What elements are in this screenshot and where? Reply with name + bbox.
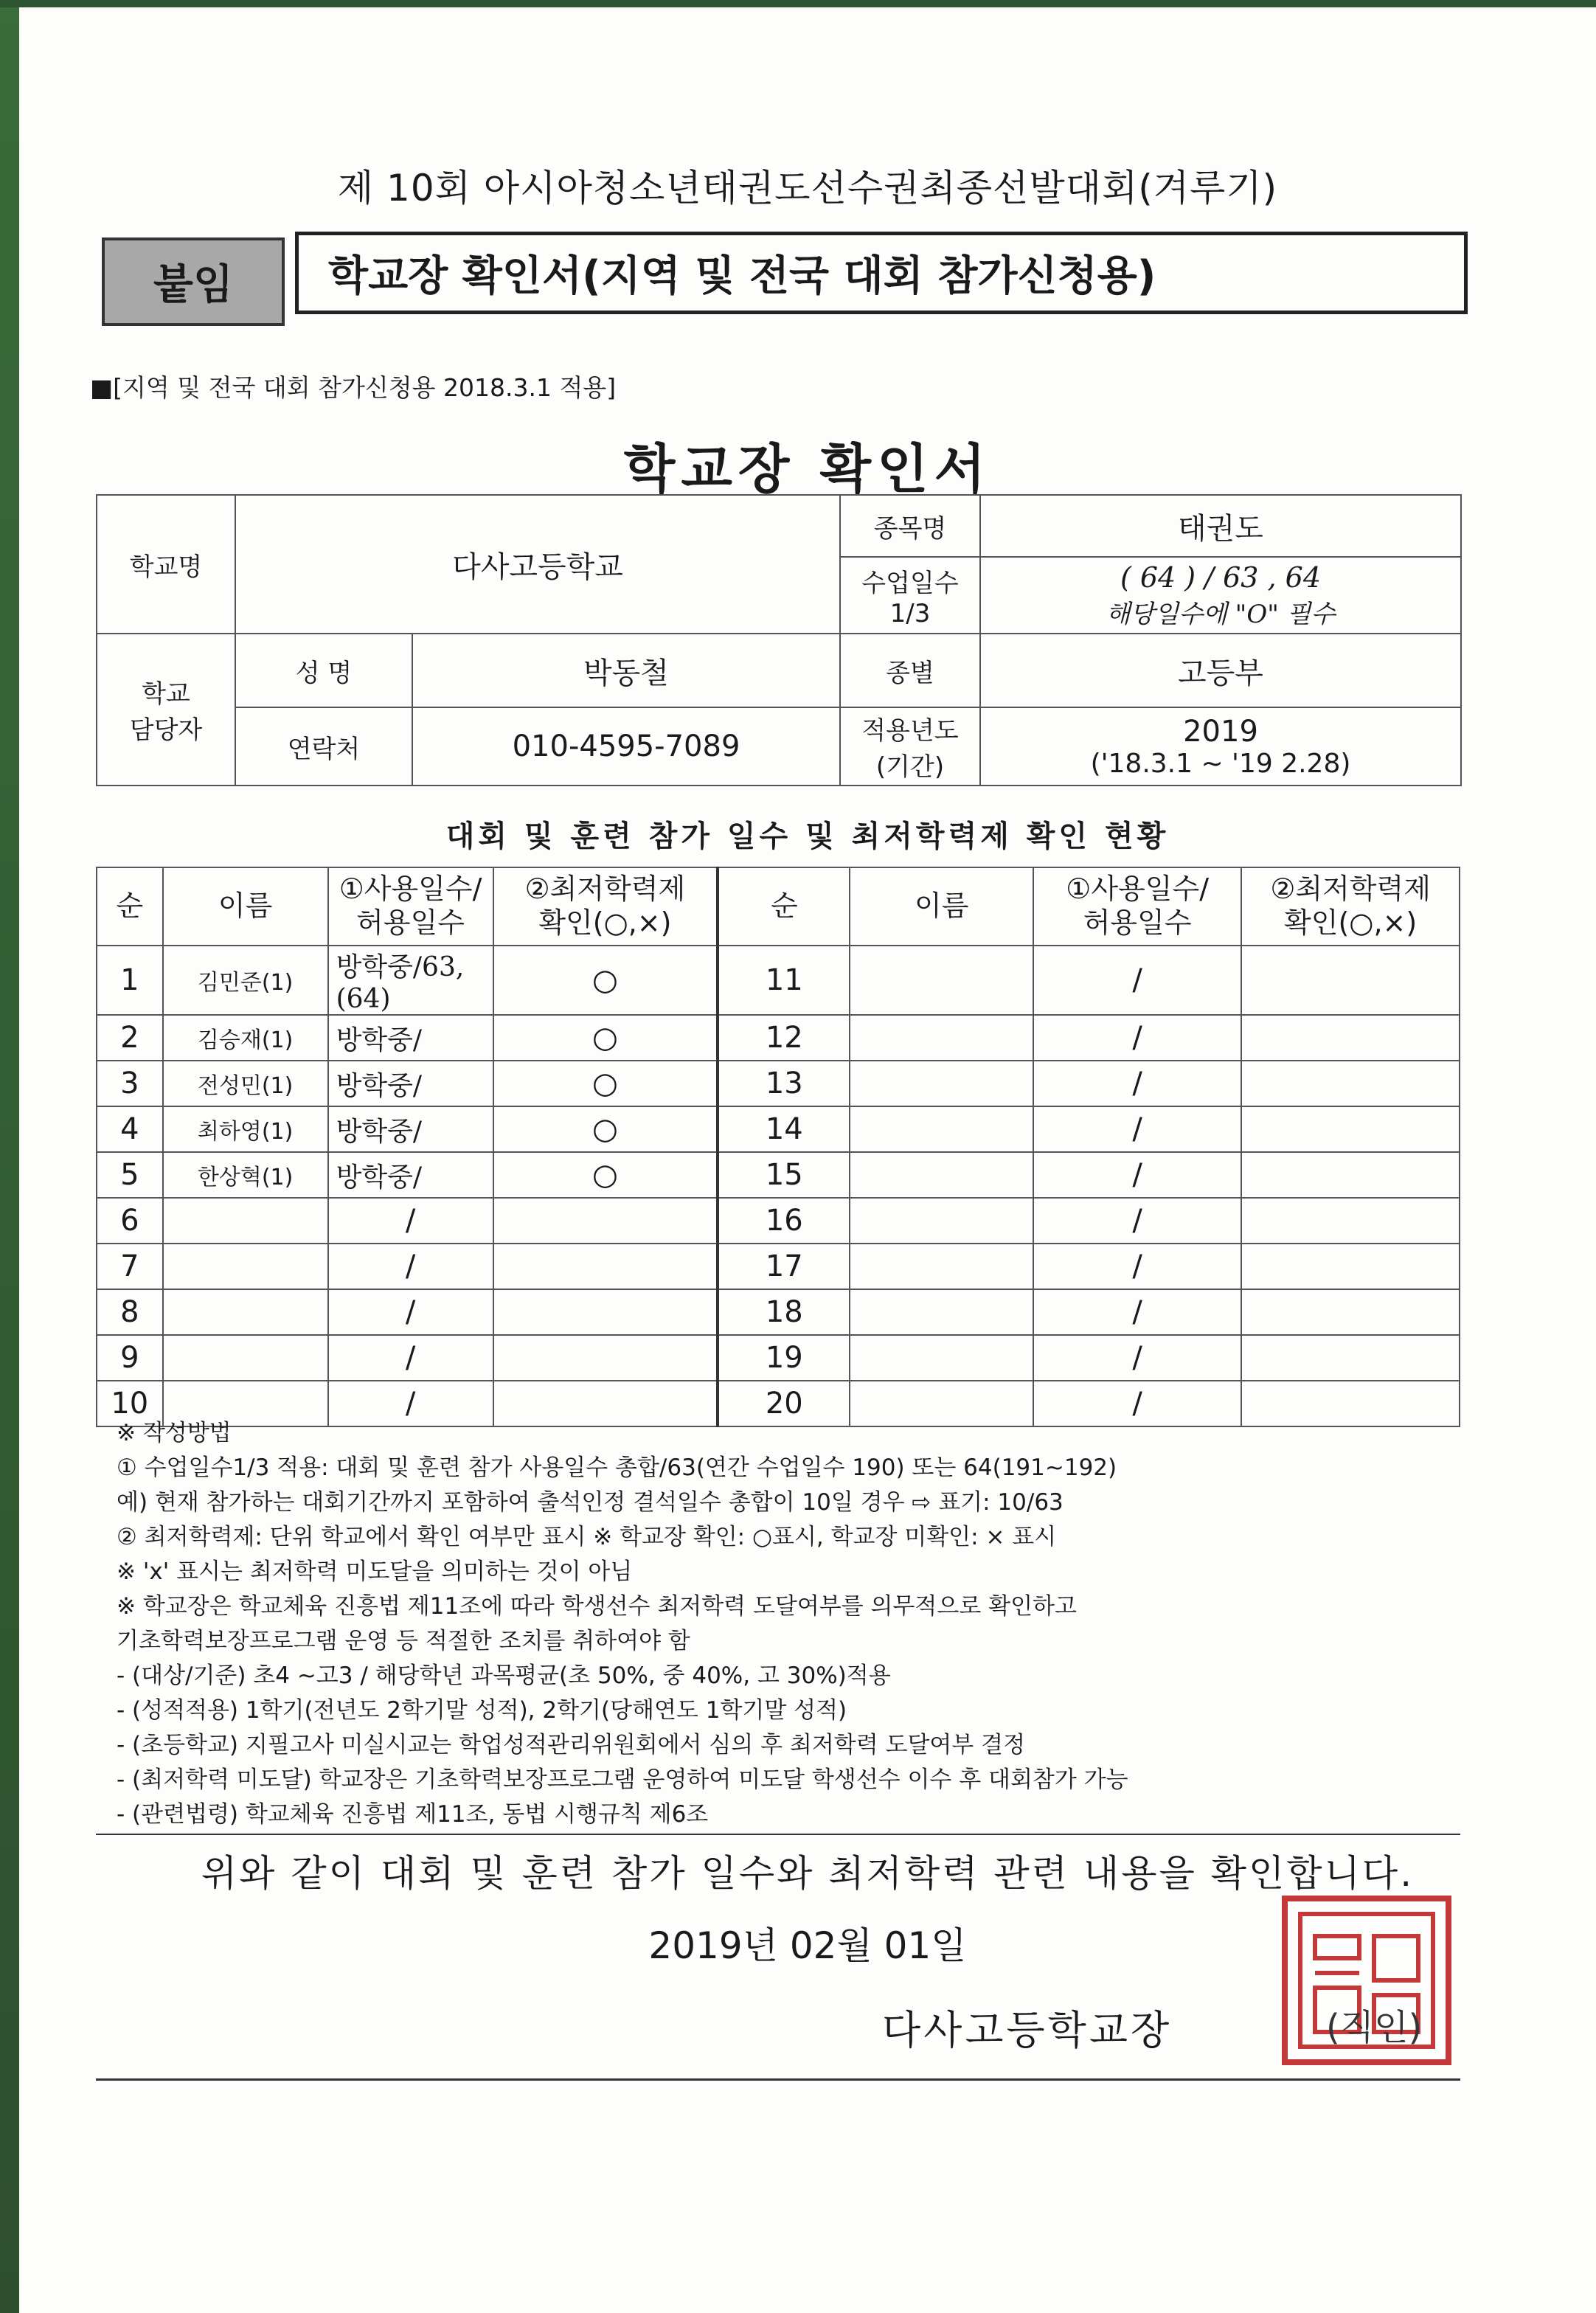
- row-days: /: [328, 1381, 493, 1426]
- row-check: ○: [493, 1015, 718, 1061]
- document-page: [19, 7, 1596, 2313]
- phone-value: 010-4595-7089: [412, 707, 840, 786]
- name-value: 박동철: [412, 634, 840, 707]
- row-name: 김민준(1): [163, 946, 328, 1015]
- row-name-right: [850, 1335, 1033, 1381]
- school-name: 다사고등학교: [235, 495, 840, 634]
- year-value: [980, 707, 1461, 786]
- name-label: 성 명: [235, 634, 412, 707]
- contact-person-line2: 담당자: [129, 715, 203, 745]
- row-no-right: 20: [718, 1381, 850, 1426]
- info-table: [96, 494, 1462, 786]
- row-name-right: [850, 1152, 1033, 1198]
- row-days: 방학중/: [328, 1152, 493, 1198]
- row-name-right: [850, 946, 1033, 1015]
- row-no-right: 11: [718, 946, 850, 1015]
- header-academic-right-line1: ②최저학력제: [1270, 873, 1431, 906]
- note-line: ※ 'x' 표시는 최저학력 미도달을 의미하는 것이 아님: [117, 1558, 633, 1585]
- row-name: [163, 1198, 328, 1244]
- section-title: 대회 및 훈련 참가 일수 및 최저학력제 확인 현황: [445, 819, 1170, 853]
- principal-name: 다사고등학교장: [882, 2007, 1173, 2053]
- row-no-right: 12: [718, 1015, 850, 1061]
- row-days: /: [328, 1335, 493, 1381]
- row-days-right: /: [1033, 1106, 1241, 1152]
- header-academic-line1: ②최저학력제: [524, 873, 686, 906]
- row-check: ○: [493, 946, 718, 1015]
- row-name-right: [850, 1106, 1033, 1152]
- note-line: ② 최저학력제: 단위 학교에서 확인 여부만 표시 ※ 학교장 확인: ○표시, 학교장 미확인: × 표시: [117, 1524, 1057, 1550]
- header-days-line2: 허용일수: [356, 906, 465, 939]
- row-no-right: 17: [718, 1244, 850, 1289]
- header-days: [328, 867, 493, 946]
- row-days: 방학중/: [328, 1015, 493, 1061]
- divider-line: [96, 1834, 1460, 1835]
- header-academic-right-line2: 확인(○,×): [1284, 906, 1418, 939]
- days-label: [840, 557, 980, 634]
- main-title: 학교장 확인서: [623, 438, 992, 500]
- row-no: 9: [97, 1335, 163, 1381]
- scan-edge-top: [0, 0, 1596, 7]
- row-no-right: 14: [718, 1106, 850, 1152]
- row-check-right: [1241, 1244, 1460, 1289]
- category-label: 종별: [840, 634, 980, 707]
- row-days-right: /: [1033, 1152, 1241, 1198]
- row-no-right: 19: [718, 1335, 850, 1381]
- row-no-right: 18: [718, 1289, 850, 1335]
- note-line: 예) 현재 참가하는 대회기간까지 포함하여 출석인정 결석일수 총합이 10일 경우 ⇨ 표기: 10/63: [117, 1489, 1064, 1516]
- note-line: - (관련법령) 학교체육 진흥법 제11조, 동법 시행규칙 제6조: [117, 1801, 709, 1828]
- notice-line: ■[지역 및 전국 대회 참가신청용 2018.3.1 적용]: [90, 373, 617, 402]
- header-no: 순: [97, 867, 163, 946]
- row-no-right: 13: [718, 1061, 850, 1106]
- end-divider: [96, 2078, 1460, 2081]
- days-value: [980, 557, 1461, 634]
- event-title: 제 10회 아시아청소년태권도선수권최종선발대회(겨루기): [337, 167, 1278, 209]
- roster-row: [97, 1198, 1460, 1244]
- row-check-right: [1241, 1061, 1460, 1106]
- note-line: - (초등학교) 지필고사 미실시교는 학업성적관리위원회에서 심의 후 최저학력 도달여부 결정: [117, 1732, 1026, 1758]
- row-no-right: 15: [718, 1152, 850, 1198]
- row-days: /: [328, 1198, 493, 1244]
- header-days-right-line1: ①사용일수/: [1066, 873, 1209, 906]
- header-academic-line2: 확인(○,×): [538, 906, 672, 939]
- note-line: ① 수업일수1/3 적용: 대회 및 훈련 참가 사용일수 총합/63(연간 수업일수 190) 또는 64(191~192): [117, 1454, 1117, 1481]
- scan-edge-left: [0, 0, 19, 2313]
- days-label-line1: 수업일수: [861, 568, 959, 598]
- row-name-right: [850, 1289, 1033, 1335]
- header-name: 이름: [163, 867, 328, 946]
- row-name: 최하영(1): [163, 1106, 328, 1152]
- row-check: [493, 1244, 718, 1289]
- row-days-right: /: [1033, 1061, 1241, 1106]
- roster-row: [97, 1335, 1460, 1381]
- row-days: 방학중/: [328, 1106, 493, 1152]
- contact-person-line1: 학교: [142, 679, 190, 709]
- row-days-right: /: [1033, 1015, 1241, 1061]
- roster-body: [97, 946, 1460, 1426]
- row-name: 김승재(1): [163, 1015, 328, 1061]
- row-name-right: [850, 1061, 1033, 1106]
- row-check: [493, 1289, 718, 1335]
- header-name-right: 이름: [850, 867, 1033, 946]
- year-value-line2: ('18.3.1 ~ '19 2.28): [1090, 748, 1351, 779]
- row-check: ○: [493, 1106, 718, 1152]
- row-check: ○: [493, 1152, 718, 1198]
- seal-note: (직인): [1326, 2007, 1423, 2048]
- row-days-right: /: [1033, 1381, 1241, 1426]
- row-days: 방학중/63,(64): [328, 946, 493, 1015]
- roster-row: [97, 1289, 1460, 1335]
- sport-value: 태권도: [980, 495, 1461, 557]
- note-line: - (최저학력 미도달) 학교장은 기초학력보장프로그램 운영하여 미도달 학생선수 이수 후 대회참가 가능: [117, 1766, 1128, 1793]
- row-days: /: [328, 1244, 493, 1289]
- note-line: 기초학력보장프로그램 운영 등 적절한 조치를 취하여야 함: [117, 1628, 690, 1654]
- days-label-line2: 1/3: [889, 598, 931, 628]
- roster-row: [97, 1061, 1460, 1106]
- row-name: [163, 1244, 328, 1289]
- year-label-line2: (기간): [875, 752, 945, 782]
- row-check-right: [1241, 1152, 1460, 1198]
- row-name-right: [850, 1198, 1033, 1244]
- row-check-right: [1241, 1015, 1460, 1061]
- row-check: ○: [493, 1061, 718, 1106]
- school-label: 학교명: [97, 495, 235, 634]
- roster-row: [97, 946, 1460, 1015]
- roster-row: [97, 1106, 1460, 1152]
- header-no-right: 순: [718, 867, 850, 946]
- roster-row: [97, 1152, 1460, 1198]
- row-name: [163, 1335, 328, 1381]
- row-no: 10: [97, 1381, 163, 1426]
- header-academic-right: [1241, 867, 1460, 946]
- box-title: 학교장 확인서(지역 및 전국 대회 참가신청용): [295, 232, 1468, 314]
- row-no: 3: [97, 1061, 163, 1106]
- contact-person-label: [97, 634, 235, 786]
- year-label-line1: 적용년도: [861, 716, 959, 746]
- row-check-right: [1241, 1335, 1460, 1381]
- year-value-line1: 2019: [1183, 714, 1258, 749]
- days-value-line1: ( 64 ) / 63 , 64: [1120, 561, 1322, 594]
- header-days-right-line2: 허용일수: [1083, 906, 1192, 939]
- year-label: [840, 707, 980, 786]
- days-value-line2: 해당일수에 "O" 필수: [1106, 599, 1336, 629]
- note-line: - (성적적용) 1학기(전년도 2학기말 성적), 2학기(당해연도 1학기말 성적): [117, 1697, 847, 1724]
- row-check: [493, 1335, 718, 1381]
- note-line: ※ 작성방법: [117, 1420, 232, 1446]
- row-name: 전성민(1): [163, 1061, 328, 1106]
- row-check-right: [1241, 1198, 1460, 1244]
- note-line: - (대상/기준) 초4 ~고3 / 해당학년 과목평균(초 50%, 중 40%, 고 30%)적용: [117, 1662, 891, 1689]
- row-check-right: [1241, 1106, 1460, 1152]
- row-days-right: /: [1033, 946, 1241, 1015]
- writing-instructions: [117, 1416, 1474, 1832]
- row-days-right: /: [1033, 1198, 1241, 1244]
- row-name: 한상혁(1): [163, 1152, 328, 1198]
- roster-row: [97, 1244, 1460, 1289]
- row-name: [163, 1289, 328, 1335]
- roster-row: [97, 1015, 1460, 1061]
- row-name-right: [850, 1015, 1033, 1061]
- phone-label: 연락처: [235, 707, 412, 786]
- category-value: 고등부: [980, 634, 1461, 707]
- row-days-right: /: [1033, 1335, 1241, 1381]
- row-no-right: 16: [718, 1198, 850, 1244]
- row-no: 4: [97, 1106, 163, 1152]
- row-no: 5: [97, 1152, 163, 1198]
- row-days-right: /: [1033, 1244, 1241, 1289]
- row-no: 8: [97, 1289, 163, 1335]
- row-no: 2: [97, 1015, 163, 1061]
- row-check-right: [1241, 946, 1460, 1015]
- row-days: /: [328, 1289, 493, 1335]
- row-check: [493, 1198, 718, 1244]
- note-line: ※ 학교장은 학교체육 진흥법 제11조에 따라 학생선수 최저학력 도달여부를 의무적으로 확인하고: [117, 1593, 1077, 1620]
- row-check-right: [1241, 1289, 1460, 1335]
- row-days-right: /: [1033, 1289, 1241, 1335]
- header-days-line1: ①사용일수/: [339, 873, 482, 906]
- header-days-right: [1033, 867, 1241, 946]
- row-days: 방학중/: [328, 1061, 493, 1106]
- row-no: 7: [97, 1244, 163, 1289]
- roster-table: [96, 867, 1460, 1427]
- attachment-tag: 붙임: [102, 237, 285, 326]
- row-no: 1: [97, 946, 163, 1015]
- confirm-date: 2019년 02월 01일: [648, 1924, 967, 1967]
- row-no: 6: [97, 1198, 163, 1244]
- row-name-right: [850, 1244, 1033, 1289]
- confirm-statement: 위와 같이 대회 및 훈련 참가 일수와 최저학력 관련 내용을 확인합니다.: [201, 1852, 1415, 1895]
- header-academic: [493, 867, 718, 946]
- sport-label: 종목명: [840, 495, 980, 557]
